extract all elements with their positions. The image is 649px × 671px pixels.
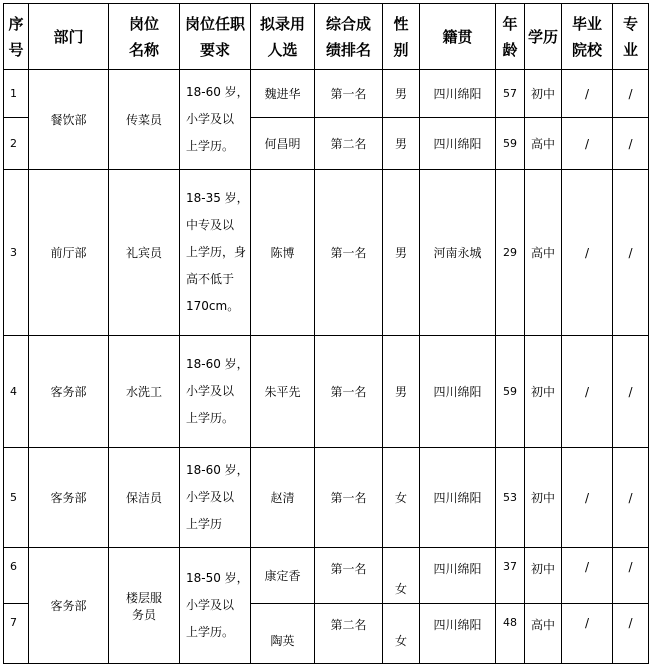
- origin-cell: 河南永城: [420, 170, 496, 336]
- rank-cell: 第二名: [315, 118, 383, 170]
- rank-cell: 第一名: [315, 548, 383, 604]
- origin-cell: 四川绵阳: [420, 70, 496, 118]
- major-cell: /: [613, 336, 649, 448]
- table-row: [4, 448, 649, 548]
- header-age: 年 龄: [496, 4, 525, 70]
- rank-cell: 第一名: [315, 448, 383, 548]
- major-cell: /: [613, 170, 649, 336]
- requirements-cell: 18-60 岁， 小学及以 上学历。: [180, 336, 251, 448]
- candidate-cell: 何昌明: [251, 118, 315, 170]
- dept-cell: 客务部: [29, 448, 109, 548]
- education-cell: 初中: [525, 70, 562, 118]
- table-row: [4, 548, 649, 604]
- table-row: [4, 336, 649, 448]
- gender-cell: 男: [383, 170, 420, 336]
- header-gender: 性 别: [383, 4, 420, 70]
- gender-cell: 女: [383, 604, 420, 664]
- dept-cell: 餐饮部: [29, 70, 109, 170]
- dept-cell: 前厅部: [29, 170, 109, 336]
- seq-cell: 3: [4, 170, 29, 336]
- age-cell: 29: [496, 170, 525, 336]
- table-row: [4, 170, 649, 336]
- requirements-cell: 18-60 岁， 小学及以 上学历。: [180, 70, 251, 170]
- seq-cell: 5: [4, 448, 29, 548]
- post-cell: 楼层服 务员: [109, 548, 180, 664]
- candidate-cell: 陶英: [251, 604, 315, 664]
- candidate-cell: 朱平先: [251, 336, 315, 448]
- post-cell: 水洗工: [109, 336, 180, 448]
- major-cell: /: [613, 70, 649, 118]
- age-cell: 53: [496, 448, 525, 548]
- seq-cell: 2: [4, 118, 29, 170]
- origin-cell: 四川绵阳: [420, 336, 496, 448]
- school-cell: /: [562, 548, 613, 604]
- school-cell: /: [562, 448, 613, 548]
- header-education: 学历: [525, 4, 562, 70]
- header-requirements: 岗位任职 要求: [180, 4, 251, 70]
- header-rank: 综合成 绩排名: [315, 4, 383, 70]
- school-cell: /: [562, 170, 613, 336]
- school-cell: /: [562, 604, 613, 664]
- rank-cell: 第一名: [315, 336, 383, 448]
- dept-cell: 客务部: [29, 548, 109, 664]
- age-cell: 59: [496, 118, 525, 170]
- origin-cell: 四川绵阳: [420, 604, 496, 664]
- table-row: [4, 70, 649, 118]
- school-cell: /: [562, 118, 613, 170]
- origin-cell: 四川绵阳: [420, 448, 496, 548]
- header-row: [4, 4, 649, 70]
- education-cell: 初中: [525, 336, 562, 448]
- gender-cell: 男: [383, 336, 420, 448]
- origin-cell: 四川绵阳: [420, 118, 496, 170]
- header-major: 专 业: [613, 4, 649, 70]
- header-dept: 部门: [29, 4, 109, 70]
- rank-cell: 第二名: [315, 604, 383, 664]
- header-school: 毕业 院校: [562, 4, 613, 70]
- candidate-cell: 陈博: [251, 170, 315, 336]
- education-cell: 高中: [525, 170, 562, 336]
- age-cell: 57: [496, 70, 525, 118]
- dept-cell: 客务部: [29, 336, 109, 448]
- header-origin: 籍贯: [420, 4, 496, 70]
- major-cell: /: [613, 118, 649, 170]
- header-seq: 序 号: [4, 4, 29, 70]
- education-cell: 初中: [525, 548, 562, 604]
- age-cell: 59: [496, 336, 525, 448]
- seq-cell: 6: [4, 548, 29, 604]
- seq-cell: 7: [4, 604, 29, 664]
- requirements-cell: 18-50 岁， 小学及以 上学历。: [180, 548, 251, 664]
- gender-cell: 女: [383, 548, 420, 604]
- seq-cell: 1: [4, 70, 29, 118]
- education-cell: 高中: [525, 604, 562, 664]
- requirements-cell: 18-35 岁， 中专及以 上学历，身 高不低于 170cm。: [180, 170, 251, 336]
- rank-cell: 第一名: [315, 170, 383, 336]
- seq-cell: 4: [4, 336, 29, 448]
- gender-cell: 男: [383, 70, 420, 118]
- major-cell: /: [613, 604, 649, 664]
- education-cell: 初中: [525, 448, 562, 548]
- major-cell: /: [613, 548, 649, 604]
- candidate-cell: 魏进华: [251, 70, 315, 118]
- candidate-cell: 赵清: [251, 448, 315, 548]
- candidate-cell: 康定香: [251, 548, 315, 604]
- school-cell: /: [562, 70, 613, 118]
- age-cell: 48: [496, 604, 525, 664]
- header-candidate: 拟录用 人选: [251, 4, 315, 70]
- major-cell: /: [613, 448, 649, 548]
- post-cell: 保洁员: [109, 448, 180, 548]
- header-post: 岗位 名称: [109, 4, 180, 70]
- post-cell: 传菜员: [109, 70, 180, 170]
- recruitment-table: [3, 3, 649, 664]
- school-cell: /: [562, 336, 613, 448]
- age-cell: 37: [496, 548, 525, 604]
- origin-cell: 四川绵阳: [420, 548, 496, 604]
- gender-cell: 女: [383, 448, 420, 548]
- requirements-cell: 18-60 岁， 小学及以 上学历: [180, 448, 251, 548]
- gender-cell: 男: [383, 118, 420, 170]
- education-cell: 高中: [525, 118, 562, 170]
- rank-cell: 第一名: [315, 70, 383, 118]
- post-cell: 礼宾员: [109, 170, 180, 336]
